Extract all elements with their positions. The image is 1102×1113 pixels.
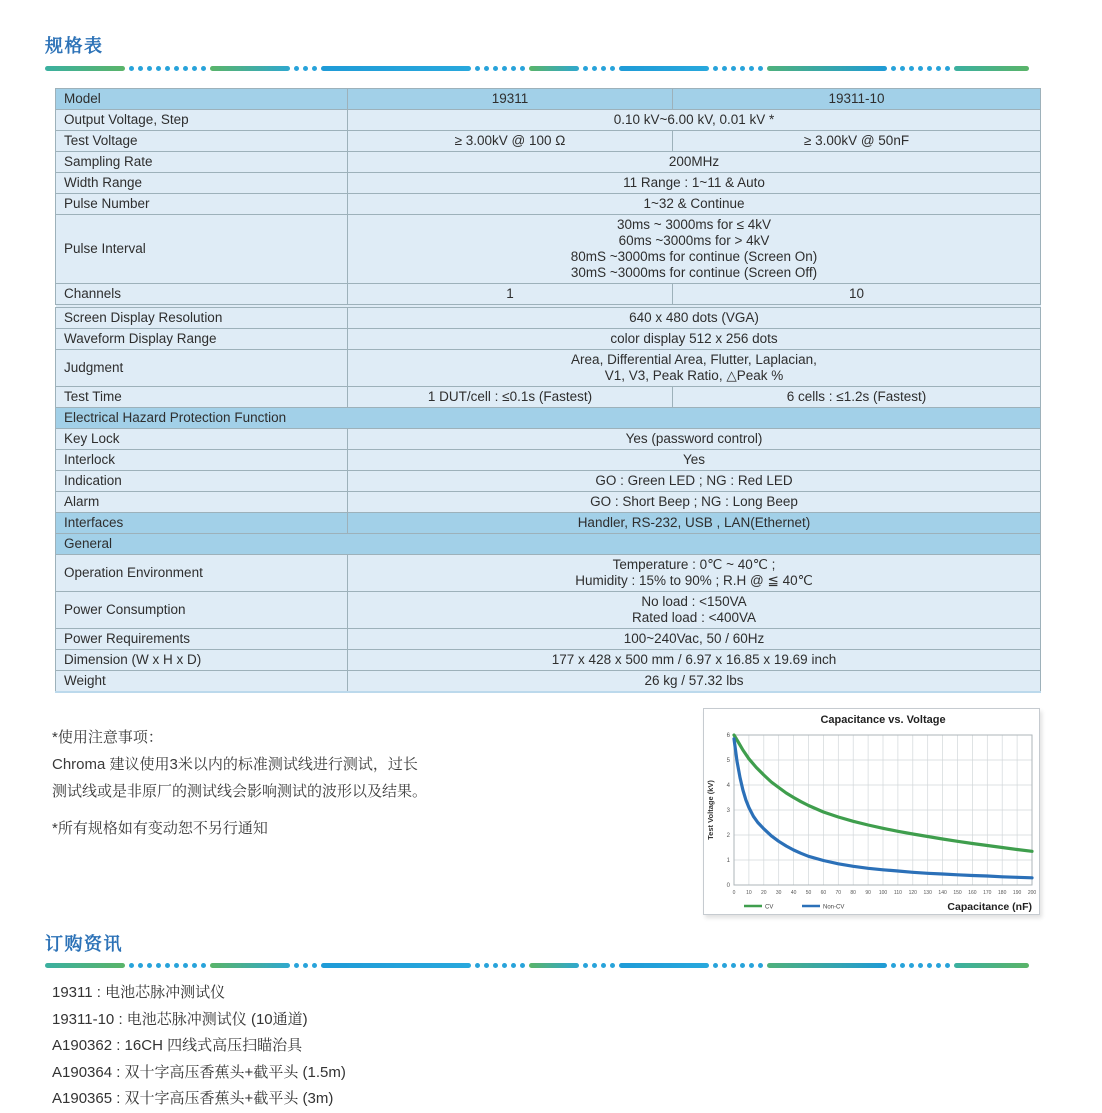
x-tick-label: 90	[865, 890, 871, 896]
divider-dot	[312, 66, 317, 71]
spec-value: 30ms ~ 3000ms for ≤ 4kV 60ms ~3000ms for > 4kV 80mS ~3000ms for continue (Screen On) 30mS ~3000ms for continue (Screen Off)	[348, 215, 1041, 284]
table-row	[56, 215, 1041, 284]
spec-label: Pulse Number	[56, 194, 348, 215]
table-row	[56, 152, 1041, 173]
divider-dot	[493, 66, 498, 71]
divider-dot	[303, 963, 308, 968]
divider-bar	[210, 66, 290, 71]
spec-value: 177 x 428 x 500 mm / 6.97 x 16.85 x 19.69 inch	[348, 650, 1041, 671]
table-row	[56, 671, 1041, 693]
spec-label: Channels	[56, 284, 348, 307]
divider-dot	[592, 66, 597, 71]
spec-label: Alarm	[56, 492, 348, 513]
divider-dot	[891, 66, 896, 71]
spec-label: Power Consumption	[56, 592, 348, 629]
order-item: 19311 : 电池芯脉冲测试仪	[52, 984, 226, 1001]
divider-dot	[138, 66, 143, 71]
spec-value: 200MHz	[348, 152, 1041, 173]
usage-note-line: Chroma 建议使用3米以内的标准测试线进行测试，过长	[52, 756, 418, 773]
divider-dot	[303, 66, 308, 71]
divider-dot	[601, 66, 606, 71]
divider-dot	[484, 66, 489, 71]
legend-label: CV	[765, 904, 774, 911]
spec-change-note: *所有规格如有变动恕不另行通知	[52, 820, 268, 837]
divider-dot	[147, 963, 152, 968]
order-item: 19311-10 : 电池芯脉冲测试仪 (10通道)	[52, 1010, 308, 1028]
table-row	[56, 284, 1041, 307]
x-tick-label: 80	[850, 890, 856, 896]
spec-table	[55, 88, 1041, 693]
table-row	[56, 89, 1041, 110]
table-row	[56, 650, 1041, 671]
spec-label: Waveform Display Range	[56, 329, 348, 350]
spec-value: ≥ 3.00kV @ 50nF	[673, 131, 1041, 152]
divider-dot	[201, 963, 206, 968]
divider-dot	[713, 66, 718, 71]
spec-value: GO : Short Beep ; NG : Long Beep	[348, 492, 1041, 513]
spec-label: Operation Environment	[56, 555, 348, 592]
table-row	[56, 513, 1041, 534]
divider-bar	[619, 66, 709, 71]
divider-dot	[174, 66, 179, 71]
x-tick-label: 160	[968, 890, 977, 896]
x-tick-label: 170	[983, 890, 992, 896]
x-tick-label: 10	[746, 890, 752, 896]
divider-dot	[138, 963, 143, 968]
spec-value: 1 DUT/cell : ≤0.1s (Fastest)	[348, 387, 673, 408]
x-tick-label: 200	[1027, 890, 1037, 896]
spec-label: Weight	[56, 671, 348, 693]
y-tick-label: 2	[726, 833, 730, 839]
spec-value: Temperature : 0℃ ~ 40℃ ; Humidity : 15% to 90% ; R.H @ ≦ 40℃	[348, 555, 1041, 592]
divider-dot	[918, 963, 923, 968]
divider-dot	[294, 963, 299, 968]
divider-dot	[909, 66, 914, 71]
spec-label: Model	[56, 89, 348, 110]
spec-label: Pulse Interval	[56, 215, 348, 284]
table-row	[56, 173, 1041, 194]
divider-dot	[731, 963, 736, 968]
order-item: A190362 : 16CH 四线式高压扫瞄治具	[52, 1037, 303, 1054]
x-axis-label: Capacitance (nF)	[947, 901, 1032, 913]
divider-bar	[619, 963, 709, 968]
chart-svg	[704, 709, 1039, 914]
table-row	[56, 592, 1041, 629]
specs-section-title: 规格表	[45, 36, 104, 56]
divider-dot	[475, 963, 480, 968]
y-tick-label: 6	[726, 733, 730, 739]
spec-value: GO : Green LED ; NG : Red LED	[348, 471, 1041, 492]
spec-value: 26 kg / 57.32 lbs	[348, 671, 1041, 693]
y-tick-label: 3	[726, 808, 730, 814]
divider-dot	[945, 963, 950, 968]
divider-dot	[502, 66, 507, 71]
divider-dot	[909, 963, 914, 968]
divider-dot	[722, 66, 727, 71]
divider-bar	[954, 963, 1029, 968]
divider-dot	[183, 963, 188, 968]
order-item: A190364 : 双十字高压香蕉头+截平头 (1.5m)	[52, 1063, 346, 1081]
spec-value: 1~32 & Continue	[348, 194, 1041, 215]
divider-dot	[475, 66, 480, 71]
spec-value: 6 cells : ≤1.2s (Fastest)	[673, 387, 1041, 408]
divider-dot	[583, 66, 588, 71]
y-tick-label: 0	[726, 883, 730, 889]
divider-dot	[502, 963, 507, 968]
spec-value: color display 512 x 256 dots	[348, 329, 1041, 350]
divider-dot	[900, 963, 905, 968]
x-tick-label: 70	[835, 890, 842, 896]
divider-dot	[511, 963, 516, 968]
spec-label: Sampling Rate	[56, 152, 348, 173]
divider-dot	[129, 963, 134, 968]
divider-dot	[312, 963, 317, 968]
order-item: A190365 : 双十字高压香蕉头+截平头 (3m)	[52, 1090, 334, 1107]
divider-dot	[156, 66, 161, 71]
divider-dot	[740, 963, 745, 968]
table-row	[56, 110, 1041, 131]
divider-dot	[156, 963, 161, 968]
usage-notes	[52, 724, 492, 842]
divider-dot	[945, 66, 950, 71]
x-tick-label: 30	[775, 890, 782, 896]
x-tick-label: 100	[878, 890, 888, 896]
divider-dot	[484, 963, 489, 968]
legend-label: Non-CV	[823, 904, 845, 911]
divider-dot	[511, 66, 516, 71]
divider-dot	[192, 66, 197, 71]
divider-dot	[520, 66, 525, 71]
x-tick-label: 180	[998, 890, 1007, 896]
divider-dot	[174, 963, 179, 968]
spec-label: Output Voltage, Step	[56, 110, 348, 131]
divider-dot	[731, 66, 736, 71]
y-tick-label: 4	[726, 783, 730, 789]
spec-value: ≥ 3.00kV @ 100 Ω	[348, 131, 673, 152]
section-divider	[45, 962, 1037, 969]
divider-dot	[183, 66, 188, 71]
spec-label: Dimension (W x H x D)	[56, 650, 348, 671]
table-row	[56, 471, 1041, 492]
table-row	[56, 629, 1041, 650]
divider-dot	[722, 963, 727, 968]
x-tick-label: 40	[790, 890, 797, 896]
spec-label: Width Range	[56, 173, 348, 194]
table-row	[56, 492, 1041, 513]
spec-table-body	[56, 89, 1041, 693]
spec-value: 10	[673, 284, 1041, 307]
divider-dot	[165, 66, 170, 71]
divider-dot	[201, 66, 206, 71]
y-tick-label: 1	[726, 858, 730, 864]
y-tick-label: 5	[726, 758, 730, 764]
divider-dot	[749, 963, 754, 968]
divider-bar	[210, 963, 290, 968]
table-row	[56, 534, 1041, 555]
spec-label: Judgment	[56, 350, 348, 387]
capacitance-voltage-chart	[703, 708, 1040, 915]
divider-dot	[147, 66, 152, 71]
divider-dot	[610, 66, 615, 71]
table-row	[56, 429, 1041, 450]
divider-dot	[610, 963, 615, 968]
spec-value: 100~240Vac, 50 / 60Hz	[348, 629, 1041, 650]
spec-label: Test Voltage	[56, 131, 348, 152]
spec-value: 1	[348, 284, 673, 307]
divider-dot	[294, 66, 299, 71]
usage-note-heading: *使用注意事项：	[52, 729, 163, 746]
divider-dot	[165, 963, 170, 968]
chart-title: Capacitance vs. Voltage	[820, 714, 946, 726]
y-axis-label: Test Voltage (kV)	[706, 780, 715, 840]
divider-bar	[954, 66, 1029, 71]
x-tick-label: 20	[761, 890, 767, 896]
x-tick-label: 120	[908, 890, 917, 896]
divider-dot	[713, 963, 718, 968]
x-tick-label: 190	[1012, 890, 1022, 896]
ordering-section-title: 订购资讯	[45, 934, 123, 954]
spec-label: Key Lock	[56, 429, 348, 450]
spec-value: Yes (password control)	[348, 429, 1041, 450]
x-tick-label: 130	[923, 890, 932, 896]
divider-dot	[192, 963, 197, 968]
divider-bar	[767, 66, 887, 71]
divider-dot	[927, 963, 932, 968]
x-tick-label: 60	[820, 890, 827, 896]
spec-label: General	[56, 534, 1041, 555]
spec-value: 19311	[348, 89, 673, 110]
table-row	[56, 329, 1041, 350]
spec-label: Interfaces	[56, 513, 348, 534]
divider-dot	[740, 66, 745, 71]
table-row	[56, 387, 1041, 408]
divider-dot	[900, 66, 905, 71]
divider-dot	[749, 66, 754, 71]
spec-label: Screen Display Resolution	[56, 306, 348, 329]
divider-dot	[129, 66, 134, 71]
table-row	[56, 408, 1041, 429]
spec-label: Electrical Hazard Protection Function	[56, 408, 1041, 429]
spec-value: 11 Range : 1~11 & Auto	[348, 173, 1041, 194]
divider-dot	[520, 963, 525, 968]
divider-dot	[936, 963, 941, 968]
divider-dot	[601, 963, 606, 968]
spec-value: Yes	[348, 450, 1041, 471]
table-row	[56, 131, 1041, 152]
section-divider	[45, 65, 1037, 72]
table-row	[56, 450, 1041, 471]
divider-dot	[493, 963, 498, 968]
divider-dot	[927, 66, 932, 71]
x-tick-label: 140	[938, 890, 947, 896]
divider-dot	[758, 66, 763, 71]
spec-value: No load : <150VA Rated load : <400VA	[348, 592, 1041, 629]
divider-bar	[321, 66, 471, 71]
spec-label: Indication	[56, 471, 348, 492]
divider-bar	[529, 963, 579, 968]
divider-bar	[767, 963, 887, 968]
x-tick-label: 50	[805, 890, 812, 896]
divider-dot	[583, 963, 588, 968]
spec-value: 19311-10	[673, 89, 1041, 110]
table-row	[56, 194, 1041, 215]
x-tick-label: 0	[732, 890, 736, 896]
divider-bar	[529, 66, 579, 71]
spec-label: Interlock	[56, 450, 348, 471]
divider-bar	[45, 66, 125, 71]
divider-bar	[45, 963, 125, 968]
spec-value: 0.10 kV~6.00 kV, 0.01 kV *	[348, 110, 1041, 131]
table-row	[56, 350, 1041, 387]
spec-value: Area, Differential Area, Flutter, Laplacian, V1, V3, Peak Ratio, △Peak %	[348, 350, 1041, 387]
divider-dot	[758, 963, 763, 968]
divider-dot	[918, 66, 923, 71]
order-list	[52, 980, 346, 1113]
table-row	[56, 306, 1041, 329]
usage-note-line: 测试线或是非原厂的测试线会影响测试的波形以及结果。	[52, 783, 428, 800]
divider-bar	[321, 963, 471, 968]
divider-dot	[592, 963, 597, 968]
spec-value: Handler, RS-232, USB , LAN(Ethernet)	[348, 513, 1041, 534]
spec-value: 640 x 480 dots (VGA)	[348, 306, 1041, 329]
divider-dot	[891, 963, 896, 968]
x-tick-label: 150	[953, 890, 962, 896]
divider-dot	[936, 66, 941, 71]
table-row	[56, 555, 1041, 592]
spec-label: Test Time	[56, 387, 348, 408]
spec-label: Power Requirements	[56, 629, 348, 650]
x-tick-label: 110	[893, 890, 902, 896]
